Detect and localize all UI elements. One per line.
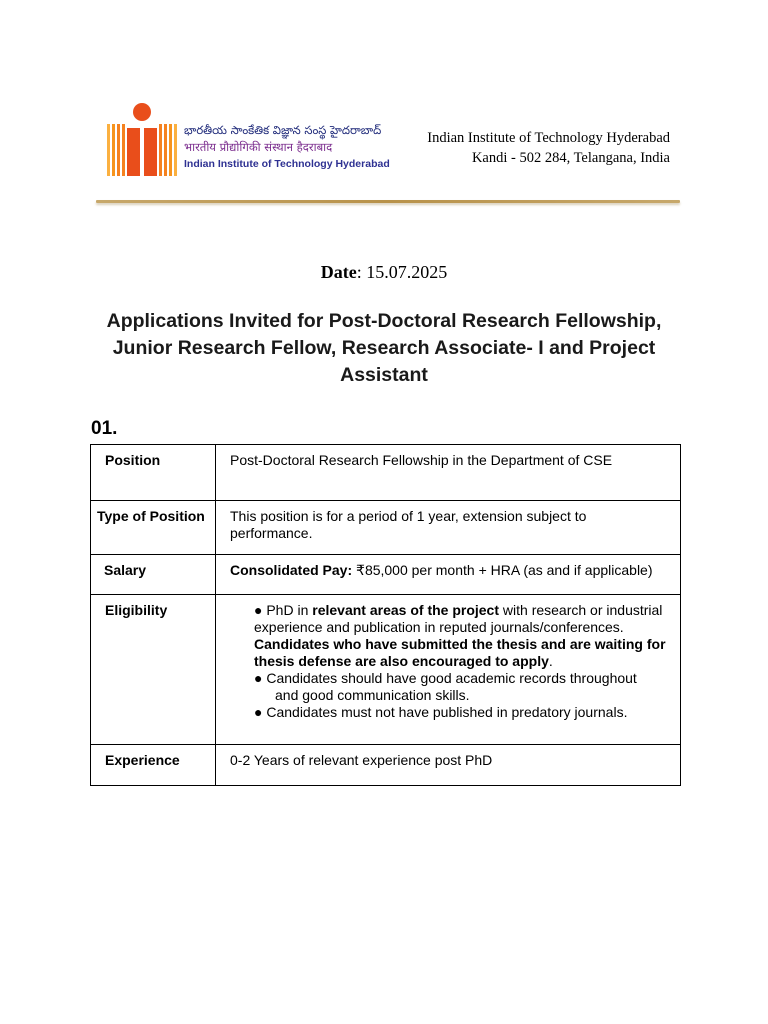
date-value: : 15.07.2025 — [356, 262, 448, 282]
position-details-table — [90, 444, 681, 786]
logo-hindi-text: भारतीय प्रौद्योगिकी संस्थान हैदराबाद — [184, 140, 333, 154]
position-label: Position — [105, 452, 161, 468]
table-row-eligibility — [91, 595, 681, 745]
table-row-position — [91, 445, 681, 501]
logo-telugu-text: భారతీయ సాంకేతిక విజ్ఞాన సంస్థ హైదరాబాద్ — [184, 123, 382, 137]
institute-address — [427, 128, 670, 168]
eligibility-label: Eligibility — [105, 602, 168, 618]
page-title: Applications Invited for Post-Doctoral Research Fellowship, Junior Research Fellow, Research Associate- I and Project Assistant — [106, 310, 662, 386]
salary-bold: Consolidated Pay: — [230, 562, 353, 578]
header-divider — [96, 200, 680, 203]
salary-value — [216, 555, 680, 579]
salary-label: Salary — [104, 562, 147, 578]
position-value: Post-Doctoral Research Fellowship in the Department of CSE — [230, 452, 613, 468]
table-row-type — [91, 501, 681, 555]
eligibility-item-1: ● PhD in relevant areas of the project with research or industrial experience and publication in reputed journals/conferences. Candidates who have submitted the thesis and are waiting for thesis defense are also encouraged to apply. — [254, 602, 666, 669]
experience-value: 0-2 Years of relevant experience post PhD — [230, 752, 493, 768]
type-label: Type of Position — [97, 508, 205, 524]
type-value: This position is for a period of 1 year, extension subject to performance. — [230, 508, 587, 541]
date-label: Date — [320, 262, 357, 282]
table-row-experience — [91, 745, 681, 786]
salary-amount: ₹85,000 per month + HRA (as and if applicable) — [352, 562, 653, 578]
experience-label: Experience — [105, 752, 180, 768]
section-number: 01. — [91, 418, 118, 439]
document-date — [0, 262, 768, 283]
eligibility-list — [216, 595, 680, 737]
iith-logo — [107, 102, 390, 180]
address-line-2: Kandi - 502 284, Telangana, India — [471, 150, 670, 166]
eligibility-item-3: ● Candidates must not have published in predatory journals. — [254, 704, 628, 720]
address-line-1: Indian Institute of Technology Hyderabad — [427, 130, 670, 146]
table-row-salary — [91, 555, 681, 595]
iith-emblem-icon — [107, 102, 183, 180]
logo-english-text: Indian Institute of Technology Hyderabad — [184, 158, 390, 170]
eligibility-item-2: ● Candidates should have good academic records throughout and good communication skills. — [254, 670, 637, 703]
